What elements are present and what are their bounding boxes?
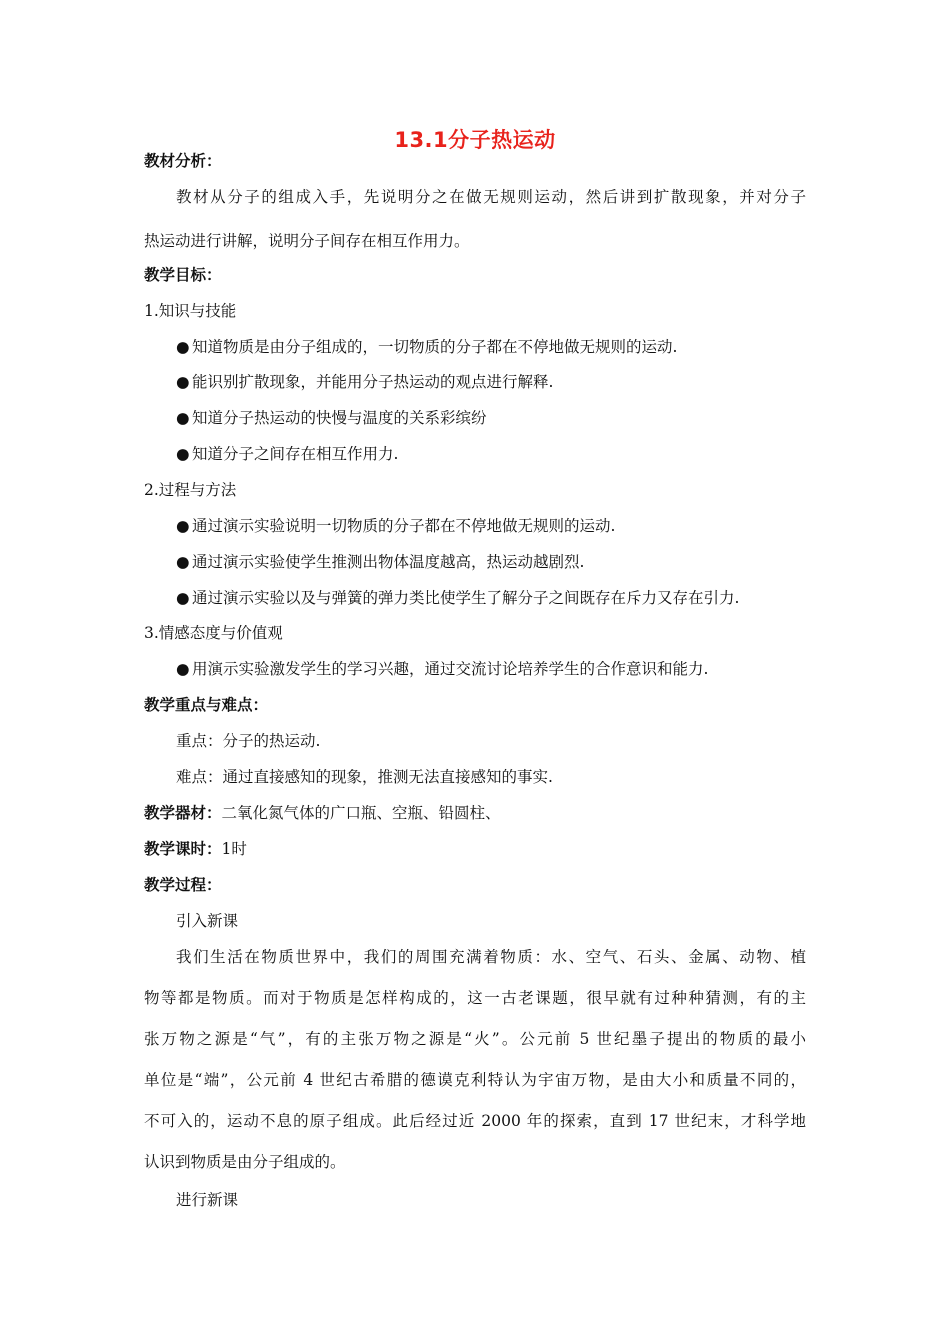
subheading-process-methods: 2.过程与方法 (144, 481, 237, 499)
list-item-text: 通过演示实验使学生推测出物体温度越高，热运动越剧烈. (192, 553, 585, 571)
hours-label: 教学课时： (144, 840, 222, 858)
section-heading-analysis: 教材分析： (144, 152, 222, 170)
bullet-icon: ● (176, 660, 190, 678)
subheading-attitudes-values: 3.情感态度与价值观 (144, 624, 283, 642)
process-paragraph-line: 张万物之源是“气”，有的主张万物之源是“火”。公元前 5 世纪墨子提出的物质的最小 (144, 1030, 806, 1048)
list-item-text: 通过演示实验说明一切物质的分子都在不停地做无规则的运动. (192, 517, 616, 535)
list-item (176, 337, 677, 357)
equipment-text: 二氧化氮气体的广口瓶、空瓶、铅圆柱、 (221, 804, 501, 822)
list-item (176, 372, 553, 392)
analysis-paragraph-line: 教材从分子的组成入手，先说明分之在做无规则运动，然后讲到扩散现象，并对分子 (176, 188, 806, 206)
process-paragraph-line: 物等都是物质。而对于物质是怎样构成的，这一古老课题，很早就有过种种猜测，有的主 (144, 989, 806, 1007)
bullet-icon: ● (176, 409, 190, 427)
key-point-text: 重点：分子的热运动. (176, 732, 321, 750)
list-item-text: 用演示实验激发学生的学习兴趣，通过交流讨论培养学生的合作意识和能力. (192, 660, 709, 678)
new-lesson-subheading: 进行新课 (176, 1191, 239, 1209)
process-paragraph-line: 单位是“端”，公元前 4 世纪古希腊的德谟克利特认为宇宙万物，是由大小和质量不同的， (144, 1071, 806, 1089)
subheading-knowledge-skills: 1.知识与技能 (144, 302, 237, 320)
equipment-line (144, 803, 501, 823)
list-item (176, 552, 584, 572)
analysis-paragraph-line: 热运动进行讲解，说明分子间存在相互作用力。 (144, 232, 470, 250)
section-heading-key-points: 教学重点与难点： (144, 696, 269, 714)
list-item-text: 能识别扩散现象，并能用分子热运动的观点进行解释. (192, 373, 554, 391)
process-paragraph-line: 不可入的，运动不息的原子组成。此后经过近 2000 年的探索，直到 17 世纪末，才科学地 (144, 1112, 806, 1130)
list-item (176, 588, 739, 608)
list-item (176, 408, 487, 428)
process-paragraph-line: 我们生活在物质世界中，我们的周围充满着物质：水、空气、石头、金属、动物、植 (176, 948, 806, 966)
hours-text: 1时 (221, 840, 247, 858)
list-item-text: 通过演示实验以及与弹簧的弹力类比使学生了解分子之间既存在斥力又存在引力. (192, 589, 740, 607)
list-item (176, 516, 615, 536)
bullet-icon: ● (176, 553, 190, 571)
difficult-point-text: 难点：通过直接感知的现象，推测无法直接感知的事实. (176, 768, 553, 786)
bullet-icon: ● (176, 445, 190, 463)
bullet-icon: ● (176, 338, 190, 356)
bullet-icon: ● (176, 589, 190, 607)
intro-subheading: 引入新课 (176, 912, 239, 930)
bullet-icon: ● (176, 373, 190, 391)
equipment-label: 教学器材： (144, 804, 222, 822)
bullet-icon: ● (176, 517, 190, 535)
hours-line (144, 839, 247, 859)
list-item-text: 知道分子热运动的快慢与温度的关系彩缤纷 (192, 409, 487, 427)
list-item (176, 659, 708, 679)
list-item (176, 444, 398, 464)
section-heading-objectives: 教学目标： (144, 266, 222, 284)
list-item-text: 知道物质是由分子组成的，一切物质的分子都在不停地做无规则的运动. (192, 338, 678, 356)
section-heading-process: 教学过程： (144, 876, 222, 894)
process-paragraph-line: 认识到物质是由分子组成的。 (144, 1153, 346, 1171)
page-title: 13.1分子热运动 (394, 128, 556, 152)
list-item-text: 知道分子之间存在相互作用力. (192, 445, 399, 463)
